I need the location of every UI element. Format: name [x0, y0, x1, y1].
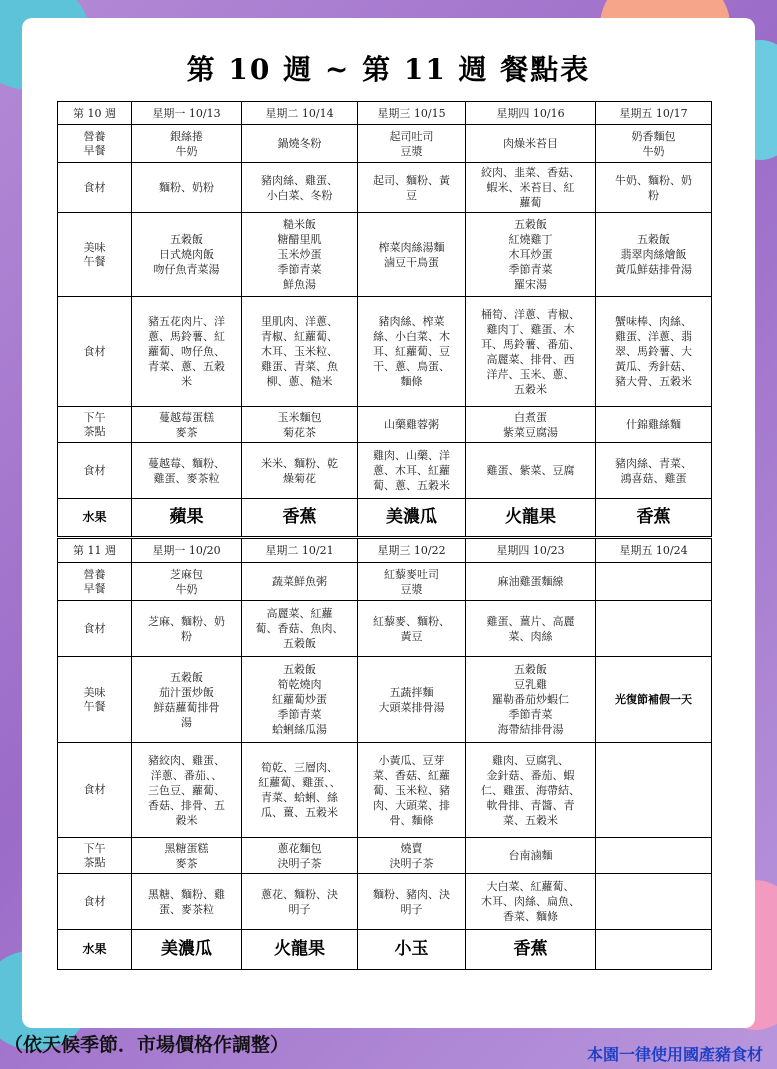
ingredients-cell: 麵粉、奶粉: [159, 181, 214, 194]
row-label-ingredients: 食材: [83, 783, 106, 796]
day-header: 星期一 10/13: [132, 102, 242, 125]
ingredients-cell: 筍乾、三層肉、 紅蘿蔔、雞蛋、、 青菜、蛤蜊、絲 瓜、薑、五穀米: [258, 761, 341, 819]
day-header: 星期三 10/15: [358, 102, 466, 125]
day-header: 星期四 10/16: [466, 102, 596, 125]
row-label-ingredients: 食材: [83, 180, 106, 194]
row-label-breakfast: 營養 早餐: [83, 567, 106, 595]
row-label-ingredients: 食材: [83, 621, 106, 635]
page-title: 第 10 週 ~ 第 11 週 餐點表: [186, 53, 591, 86]
lunch-cell: 五穀飯 筍乾燒肉 紅蘿蔔炒蛋 季節青菜 蛤蜊絲瓜湯: [272, 663, 327, 736]
ingredients-cell: 麵粉、豬肉、決 明子: [373, 887, 450, 916]
breakfast-cell: 肉燥米苔目: [503, 137, 558, 150]
snack-cell: 白煮蛋 紫菜豆腐湯: [503, 410, 558, 439]
footer-pork-notice: 本園一律使用國產豬食材: [586, 1045, 763, 1064]
ingredients-cell: 雞肉、山藥、洋 蔥、木耳、紅蘿 蔔、蔥、五穀米: [373, 449, 450, 492]
fruit-cell: 火龍果: [242, 930, 358, 970]
ingredients-cell: 里肌肉、洋蔥、 青椒、紅蘿蔔、 木耳、玉米粒、 雞蛋、青菜、魚 柳、蔥、糙米: [261, 315, 338, 388]
fruit-cell: 美濃瓜: [132, 930, 242, 970]
lunch-cell: 五穀飯 日式燒肉飯 吻仔魚青菜湯: [153, 233, 220, 276]
ingredients-cell: 芝麻、麵粉、奶 粉: [148, 614, 225, 643]
row-label-snack: 下午 茶點: [83, 841, 106, 869]
snack-cell: 燒賣 決明子茶: [389, 841, 434, 870]
lunch-cell: 五穀飯 豆乳雞 羅勒番茄炒蝦仁 季節青菜 海帶結排骨湯: [492, 663, 569, 736]
fruit-cell: 小玉: [358, 930, 466, 970]
lunch-cell: 五穀飯 紅燒雞丁 木耳炒蛋 季節青菜 羅宋湯: [508, 218, 553, 291]
ingredients-cell: 雞肉、豆腐乳、 金針菇、番茄、蝦 仁、雞蛋、海帶結、 軟骨排、青醬、青 菜、五穀米: [481, 753, 580, 827]
lunch-cell: 五穀飯 茄汁蛋炒飯 鮮菇蘿蔔排骨 湯: [153, 670, 220, 729]
breakfast-cell: 紅藜麥吐司 豆漿: [384, 567, 439, 596]
ingredients-cell: 大白菜、紅蘿蔔、 木耳、肉絲、扁魚、 香菜、麵條: [481, 880, 580, 923]
ingredients-cell: 蔓越莓、麵粉、 雞蛋、麥茶粒: [148, 456, 225, 485]
fruit-cell: 蘋果: [132, 499, 242, 537]
snack-cell: 玉米麵包 菊花茶: [277, 410, 322, 439]
lunch-cell: 榨菜肉絲湯麵 滷豆干鳥蛋: [378, 240, 445, 269]
breakfast-cell: 蔬菜鮮魚粥: [272, 575, 327, 588]
row-label-ingredients: 食材: [83, 894, 106, 908]
breakfast-cell: 起司吐司 豆漿: [389, 129, 434, 158]
ingredients-cell: 豬五花肉片、洋 蔥、馬鈴薯、紅 蘿蔔、吻仔魚、 青菜、蔥、五穀 米: [148, 315, 225, 388]
ingredients-cell: 紅藜麥、麵粉、 黃豆: [373, 614, 450, 643]
ingredients-cell: 黑糖、麵粉、雞 蛋、麥茶粒: [148, 887, 225, 916]
row-label-ingredients: 食材: [83, 344, 106, 358]
day-header: 星期五 10/17: [596, 102, 712, 125]
week-label: 第 11 週: [58, 539, 132, 563]
ingredients-cell: 豬肉絲、雞蛋、 小白菜、冬粉: [261, 173, 338, 202]
week10-table: [57, 101, 712, 537]
ingredients-cell: 蟹味棒、肉絲、 雞蛋、洋蔥、翡 翠、馬鈴薯、大 黃瓜、秀針菇、 豬大骨、五穀米: [615, 315, 692, 388]
row-label-snack: 下午 茶點: [83, 410, 106, 438]
ingredients-cell: 豬肉絲、青菜、 鴻喜菇、雞蛋: [615, 456, 692, 485]
ingredients-cell: 雞蛋、薑片、高麗 菜、肉絲: [486, 614, 575, 643]
fruit-cell: 香蕉: [596, 499, 712, 537]
day-header: 星期一 10/20: [132, 539, 242, 563]
week-label: 第 10 週: [58, 102, 132, 125]
snack-cell: 蔥花麵包 決明子茶: [277, 841, 322, 870]
lunch-cell: 糙米飯 糖醋里肌 玉米炒蛋 季節青菜 鮮魚湯: [277, 218, 322, 291]
ingredients-cell: 雞蛋、紫菜、豆腐: [486, 464, 575, 477]
snack-cell: 台南滷麵: [508, 849, 553, 862]
row-label-fruit: 水果: [58, 930, 132, 970]
breakfast-cell: 麻油雞蛋麵線: [497, 575, 564, 588]
breakfast-cell: 銀絲捲 牛奶: [170, 129, 203, 158]
ingredients-cell: 高麗菜、紅蘿 蔔、香菇、魚肉、 五穀飯: [255, 607, 344, 650]
row-label-fruit: 水果: [58, 499, 132, 537]
fruit-cell: 香蕉: [466, 930, 596, 970]
ingredients-cell: 豬肉絲、榨菜 絲、小白菜、木 耳、紅蘿蔔、豆 干、蔥、鳥蛋、 麵條: [373, 315, 450, 388]
day-header: 星期四 10/23: [466, 539, 596, 563]
snack-cell: 蔓越莓蛋糕 麥茶: [159, 410, 214, 439]
breakfast-cell: 芝麻包 牛奶: [170, 567, 203, 596]
lunch-cell: 五穀飯 翡翠肉絲燴飯 黃瓜鮮菇排骨湯: [615, 233, 692, 276]
ingredients-cell: 牛奶、麵粉、奶 粉: [615, 173, 692, 202]
ingredients-cell: 小黃瓜、豆芽 菜、香菇、紅蘿 蔔、玉米粒、豬 肉、大頭菜、排 骨、麵條: [373, 753, 450, 827]
holiday-note: 光復節補假一天: [615, 693, 692, 706]
row-label-breakfast: 營養 早餐: [83, 129, 106, 157]
day-header: 星期二 10/14: [242, 102, 358, 125]
ingredients-cell: 起司、麵粉、黃 豆: [373, 173, 450, 202]
row-label-lunch: 美味 午餐: [83, 240, 106, 268]
ingredients-cell: 桶筍、洋蔥、青椒、 雞肉丁、雞蛋、木 耳、馬鈴薯、番茄、 高麗菜、排骨、西 洋芹、玉米、蔥、 五穀米: [481, 307, 580, 396]
snack-cell: 山藥雞蓉粥: [384, 418, 439, 431]
day-header: 星期二 10/21: [242, 539, 358, 563]
fruit-cell: [596, 930, 712, 970]
lunch-cell: 五蔬拌麵 大頭菜排骨湯: [378, 685, 445, 714]
fruit-cell: 美濃瓜: [358, 499, 466, 537]
row-label-lunch: 美味 午餐: [83, 685, 106, 713]
footer-note: （依天候季節．市場價格作調整）: [4, 1034, 290, 1056]
breakfast-cell: 奶香麵包 牛奶: [631, 129, 676, 158]
day-header: 星期五 10/24: [596, 539, 712, 563]
snack-cell: 什錦雞絲麵: [626, 418, 681, 431]
fruit-cell: 火龍果: [466, 499, 596, 537]
row-label-ingredients: 食材: [83, 463, 106, 477]
ingredients-cell: 絞肉、韭菜、香菇、 蝦米、米苔目、紅 蘿蔔: [481, 166, 580, 209]
week11-table: [57, 538, 712, 970]
snack-cell: 黑糖蛋糕 麥茶: [164, 841, 209, 870]
day-header: 星期三 10/22: [358, 539, 466, 563]
breakfast-cell: 鍋燒冬粉: [277, 137, 322, 150]
ingredients-cell: 米米、麵粉、乾 燥菊花: [261, 456, 338, 485]
fruit-cell: 香蕉: [242, 499, 358, 537]
ingredients-cell: 豬絞肉、雞蛋、 洋蔥、番茄、、 三色豆、蘿蔔、 香菇、排骨、五 穀米: [148, 753, 225, 827]
ingredients-cell: 蔥花、麵粉、決 明子: [261, 887, 338, 916]
